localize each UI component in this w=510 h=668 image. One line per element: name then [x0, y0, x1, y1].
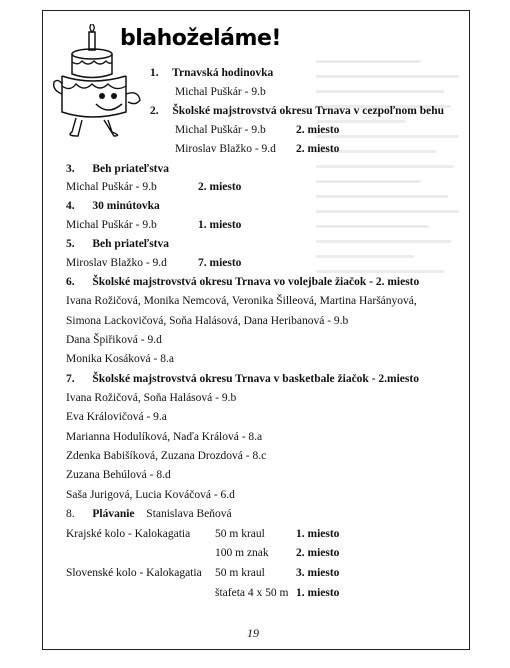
competition-level: Slovenské kolo - Kalokagatia: [66, 567, 202, 579]
entry-place: 7. miesto: [198, 257, 242, 269]
section-number: 6.: [66, 276, 75, 288]
entry-place: 1. miesto: [198, 219, 242, 231]
page-title: blahoželáme!: [120, 26, 281, 51]
section-number: 1.: [150, 67, 159, 79]
team-line: Ivana Rožičová, Soňa Halásová - 9.b: [66, 392, 237, 404]
section-title: Školské majstrovstvá okresu Trnava v basketbale žiačok - 2.miesto: [92, 373, 419, 385]
section-7-heading: [66, 372, 419, 386]
entry-name: Michal Puškár - 9.b: [66, 219, 157, 231]
entry-place: 2. miesto: [198, 181, 242, 193]
section-6-heading: [66, 275, 419, 289]
section-title: Trnavská hodinovka: [172, 67, 274, 79]
team-line: Zuzana Behúlová - 8.d: [66, 469, 171, 481]
section-number: 5.: [66, 238, 75, 250]
section-8-heading: [66, 507, 232, 521]
page-number: 19: [247, 626, 259, 640]
entry-place: 2. miesto: [296, 143, 340, 155]
swim-event: 50 m kraul: [215, 567, 265, 579]
section-5-heading: [66, 237, 169, 251]
section-2-heading: [150, 104, 444, 118]
section-number: 2.: [150, 105, 159, 117]
entry-place: 2. miesto: [296, 124, 340, 136]
entry-name: Michal Puškár - 9.b: [66, 181, 157, 193]
section-number: 8.: [66, 508, 75, 520]
swim-event: 50 m kraul: [215, 528, 265, 540]
entry-name: Michal Puškár - 9.b: [175, 124, 266, 136]
section-1-heading: [150, 66, 273, 80]
team-line: Zdenka Babišíková, Zuzana Drozdová - 8.c: [66, 450, 267, 462]
swim-event: 100 m znak: [215, 547, 269, 559]
athlete-name: Stanislava Beňová: [146, 508, 232, 520]
team-line: Eva Královičová - 9.a: [66, 411, 167, 423]
section-title: 30 minútovka: [92, 200, 160, 212]
team-line: Simona Lackovičová, Soňa Halásová, Dana Heribanová - 9.b: [66, 315, 349, 327]
team-line: Ivana Rožičová, Monika Nemcová, Veronika Šilleová, Martina Haršányová,: [66, 295, 417, 307]
section-4-heading: [66, 199, 160, 213]
entry-place: 3. miesto: [296, 567, 340, 579]
section-number: 3.: [66, 163, 75, 175]
swim-event: štafeta 4 x 50 m: [215, 587, 289, 599]
competition-level: Krajské kolo - Kalokagatia: [66, 528, 191, 540]
entry-place: 1. miesto: [296, 528, 340, 540]
section-number: 7.: [66, 373, 75, 385]
section-number: 4.: [66, 200, 75, 212]
section-title: Beh priateľstva: [92, 238, 169, 250]
entry-place: 2. miesto: [296, 547, 340, 559]
team-line: Monika Kosáková - 8.a: [66, 353, 174, 365]
entry-name: Michal Puškár - 9.b: [175, 86, 266, 98]
team-line: Saša Jurigová, Lucia Kováčová - 6.d: [66, 489, 235, 501]
section-title: Beh priateľstva: [92, 163, 169, 175]
team-line: Dana Špiřiková - 9.d: [66, 334, 162, 346]
entry-place: 1. miesto: [296, 587, 340, 599]
entry-name: Miroslav Blažko - 9.d: [175, 143, 276, 155]
team-line: Marianna Hodulíková, Naďa Králová - 8.a: [66, 431, 263, 443]
section-title: Plávanie: [92, 508, 135, 520]
section-title: Školské majstrovstvá okresu Trnava vo volejbale žiačok - 2. miesto: [92, 276, 420, 288]
section-3-heading: [66, 162, 169, 176]
entry-name: Miroslav Blažko - 9.d: [66, 257, 167, 269]
section-title: Školské majstrovstvá okresu Trnava v cezpoľnom behu: [172, 105, 444, 117]
